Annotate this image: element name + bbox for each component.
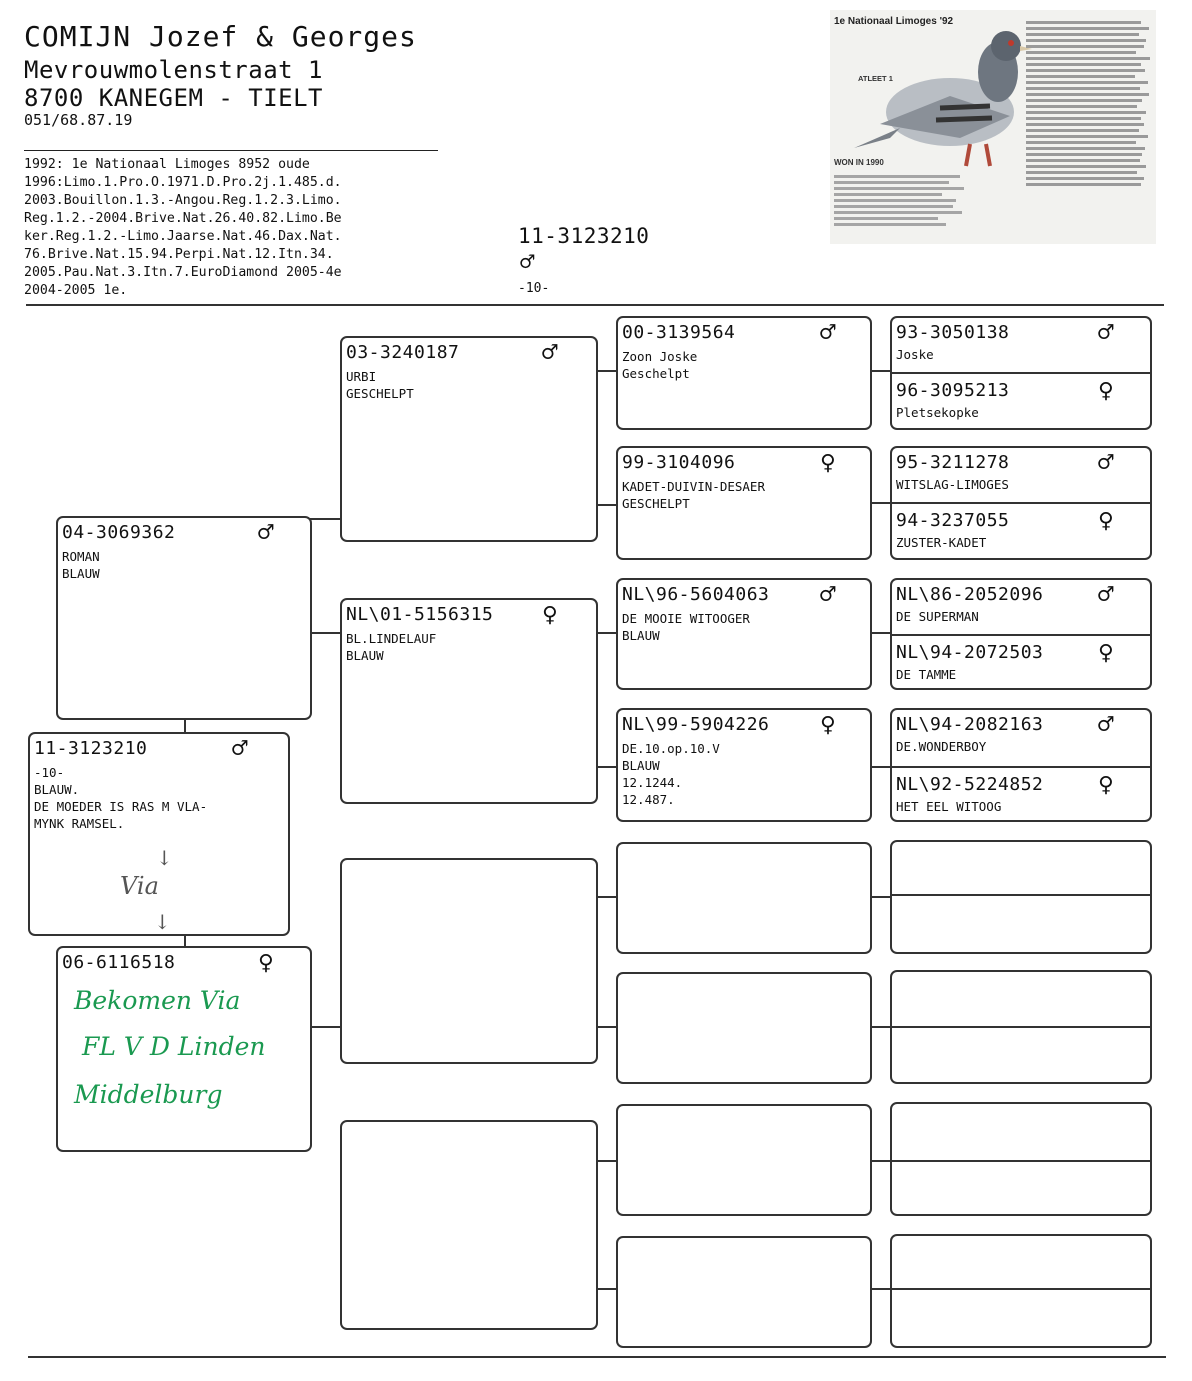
pencil-note: Via — [120, 872, 159, 900]
subject-bird-card — [28, 732, 290, 936]
bird-name: ZUSTER-KADET — [896, 535, 987, 550]
connector-line — [184, 718, 186, 732]
photo-won-1990: WON IN 1990 — [834, 158, 884, 167]
ancestor-entry — [892, 506, 1150, 560]
bird-name: Pletsekopke — [896, 405, 979, 420]
bird-name: Joske — [896, 347, 934, 362]
sire-card — [56, 516, 312, 720]
bird-name: DE SUPERMAN — [896, 609, 979, 624]
female-symbol-icon: ♀ — [820, 448, 836, 478]
female-symbol-icon: ♀ — [258, 948, 274, 978]
bird-details — [622, 478, 765, 512]
ancestor-pair-card — [890, 708, 1152, 822]
ancestor-entry — [892, 770, 1150, 822]
detail-line: KADET-DUIVIN-DESAER — [622, 479, 765, 494]
achievement-line: 2003.Bouillon.1.3.-Angou.Reg.1.2.3.Limo. — [24, 193, 342, 208]
entry-divider — [892, 894, 1150, 896]
ancestor-card — [616, 708, 872, 822]
photo-title: 1e Nationaal Limoges '92 — [834, 16, 954, 27]
connector-line — [870, 370, 892, 372]
connector-line — [870, 1026, 892, 1028]
ring-number: NL\92-5224852 — [896, 774, 1044, 795]
entry-divider — [892, 502, 1150, 504]
ancestor-entry — [892, 638, 1150, 690]
achievements-text — [24, 156, 424, 300]
ancestor-card — [616, 446, 872, 560]
detail-line: BLAUW. — [34, 782, 80, 797]
detail-line: GESCHELPT — [346, 386, 414, 401]
pigeon-photo-card — [830, 10, 1156, 244]
pigeon-icon — [840, 16, 1040, 176]
male-symbol-icon: ♂ — [820, 318, 836, 348]
ring-number: 94-3237055 — [896, 510, 1010, 531]
detail-line: Geschelpt — [622, 366, 690, 381]
bird-name: DE.WONDERBOY — [896, 739, 987, 754]
connector-line — [310, 1026, 342, 1028]
connector-line — [310, 632, 342, 634]
ancestor-entry — [892, 448, 1150, 504]
detail-line: 12.1244. — [622, 775, 683, 790]
female-symbol-icon: ♀ — [542, 600, 558, 630]
arrow-down-icon: ↓ — [156, 846, 173, 870]
detail-line: DE MOOIE WITOOGER — [622, 611, 750, 626]
ring-number: 95-3211278 — [896, 452, 1010, 473]
connector-line — [596, 1160, 618, 1162]
ring-number: NL\86-2052096 — [896, 584, 1044, 605]
ancestor-entry — [892, 580, 1150, 636]
empty-bird-card — [616, 842, 872, 954]
entry-divider — [892, 372, 1150, 374]
sire-sire-card — [340, 336, 598, 542]
connector-line — [870, 1160, 892, 1162]
entry-divider — [892, 1288, 1150, 1290]
bird-details — [34, 764, 207, 832]
bird-details — [622, 740, 720, 808]
ring-number: 99-3104096 — [622, 452, 736, 473]
handwritten-note: FL V D Linden — [82, 1032, 266, 1061]
male-symbol-icon: ♂ — [1098, 448, 1114, 478]
connector-line — [870, 896, 892, 898]
photo-results-text — [1026, 18, 1154, 189]
breeder-name: COMIJN Jozef & Georges — [24, 20, 417, 53]
entry-divider — [892, 1026, 1150, 1028]
empty-pair-card — [890, 1102, 1152, 1216]
detail-line: BLAUW — [622, 758, 660, 773]
ring-number: NL\94-2072503 — [896, 642, 1044, 663]
detail-line: -10- — [34, 765, 65, 780]
ring-number: 11-3123210 — [34, 738, 148, 759]
pedigree-bottom-divider — [28, 1356, 1166, 1358]
ring-number: 03-3240187 — [346, 342, 460, 363]
connector-line — [310, 518, 342, 520]
male-symbol-icon: ♂ — [258, 518, 274, 548]
female-symbol-icon: ♀ — [1098, 770, 1114, 800]
detail-line: BLAUW — [346, 648, 384, 663]
header-divider — [24, 150, 438, 151]
breeder-street: Mevrouwmolenstraat 1 — [24, 56, 323, 84]
empty-bird-card — [616, 1104, 872, 1216]
main-bird-note: -10- — [518, 281, 550, 296]
main-bird-ring: 11-3123210 — [518, 224, 650, 248]
bird-details — [62, 548, 100, 582]
entry-divider — [892, 634, 1150, 636]
empty-bird-card — [616, 1236, 872, 1348]
ring-number: NL\96-5604063 — [622, 584, 770, 605]
bird-details — [622, 610, 750, 644]
ring-number: 04-3069362 — [62, 522, 176, 543]
bird-details — [346, 368, 414, 402]
connector-line — [596, 1288, 618, 1290]
detail-line: BLAUW — [62, 566, 100, 581]
handwritten-note: Bekomen Via — [74, 986, 241, 1015]
detail-line: 12.487. — [622, 792, 675, 807]
photo-subtitle: ATLEET 1 — [858, 74, 893, 83]
male-symbol-icon: ♂ — [542, 338, 558, 368]
arrow-down-icon: ↓ — [154, 910, 171, 934]
bird-name: WITSLAG-LIMOGES — [896, 477, 1009, 492]
empty-pair-card — [890, 970, 1152, 1084]
male-symbol-icon: ♂ — [1098, 710, 1114, 740]
ancestor-card — [616, 578, 872, 690]
bird-name: HET EEL WITOOG — [896, 799, 1002, 814]
achievement-line: 2005.Pau.Nat.3.Itn.7.EuroDiamond 2005-4e — [24, 265, 342, 280]
female-symbol-icon: ♀ — [1098, 376, 1114, 406]
bird-name: DE TAMME — [896, 667, 957, 682]
male-symbol-icon: ♂ — [1098, 580, 1114, 610]
handwritten-note: Middelburg — [74, 1080, 223, 1109]
female-symbol-icon: ♀ — [820, 710, 836, 740]
detail-line: URBI — [346, 369, 377, 384]
pedigree-top-divider — [26, 304, 1164, 306]
entry-divider — [892, 1160, 1150, 1162]
ring-number: 00-3139564 — [622, 322, 736, 343]
achievement-line: 2004-2005 1e. — [24, 283, 128, 298]
ancestor-card — [616, 316, 872, 430]
ancestor-pair-card — [890, 446, 1152, 560]
connector-line — [596, 632, 618, 634]
male-symbol-icon: ♂ — [1098, 318, 1114, 348]
ring-number: NL\94-2082163 — [896, 714, 1044, 735]
ring-number: 93-3050138 — [896, 322, 1010, 343]
male-symbol-icon: ♂ — [232, 734, 248, 764]
detail-line: DE.10.op.10.V — [622, 741, 720, 756]
connector-line — [870, 502, 892, 504]
connector-line — [596, 1026, 618, 1028]
bird-details — [346, 630, 436, 664]
female-symbol-icon: ♀ — [1098, 638, 1114, 668]
photo-results-1990 — [834, 172, 1014, 229]
connector-line — [596, 896, 618, 898]
breeder-city: 8700 KANEGEM - TIELT — [24, 84, 323, 112]
achievement-line: 1996:Limo.1.Pro.O.1971.D.Pro.2j.1.485.d. — [24, 175, 342, 190]
female-symbol-icon: ♀ — [1098, 506, 1114, 536]
empty-pair-card — [890, 840, 1152, 954]
achievement-line: 76.Brive.Nat.15.94.Perpi.Nat.12.Itn.34. — [24, 247, 334, 262]
detail-line: DE MOEDER IS RAS M VLA- — [34, 799, 208, 814]
ring-number: NL\01-5156315 — [346, 604, 494, 625]
ancestor-entry — [892, 318, 1150, 374]
connector-line — [870, 1288, 892, 1290]
detail-line: GESCHELPT — [622, 496, 690, 511]
male-symbol-icon: ♂ — [820, 580, 836, 610]
detail-line: MYNK RAMSEL. — [34, 816, 125, 831]
achievement-line: ker.Reg.1.2.-Limo.Jaarse.Nat.46.Dax.Nat. — [24, 229, 342, 244]
breeder-phone: 051/68.87.19 — [24, 111, 133, 129]
empty-pair-card — [890, 1234, 1152, 1348]
ring-number: NL\99-5904226 — [622, 714, 770, 735]
ring-number: 06-6116518 — [62, 952, 176, 973]
bird-details — [622, 348, 697, 382]
connector-line — [596, 766, 618, 768]
connector-line — [870, 632, 892, 634]
connector-line — [596, 504, 618, 506]
connector-line — [596, 370, 618, 372]
dam-card — [56, 946, 312, 1152]
ancestor-pair-card — [890, 578, 1152, 690]
ring-number: 96-3095213 — [896, 380, 1010, 401]
detail-line: Zoon Joske — [622, 349, 698, 364]
empty-bird-card — [616, 972, 872, 1084]
achievement-line: Reg.1.2.-2004.Brive.Nat.26.40.82.Limo.Be — [24, 211, 342, 226]
connector-line — [870, 766, 892, 768]
empty-bird-card — [340, 1120, 598, 1330]
ancestor-entry — [892, 710, 1150, 766]
entry-divider — [892, 766, 1150, 768]
ancestor-entry — [892, 376, 1150, 430]
sire-dam-card — [340, 598, 598, 804]
empty-bird-card — [340, 858, 598, 1064]
detail-line: BL.LINDELAUF — [346, 631, 437, 646]
achievement-line: 1992: 1e Nationaal Limoges 8952 oude — [24, 157, 310, 172]
detail-line: ROMAN — [62, 549, 100, 564]
male-symbol-icon: ♂ — [520, 248, 535, 276]
detail-line: BLAUW — [622, 628, 660, 643]
ancestor-pair-card — [890, 316, 1152, 430]
